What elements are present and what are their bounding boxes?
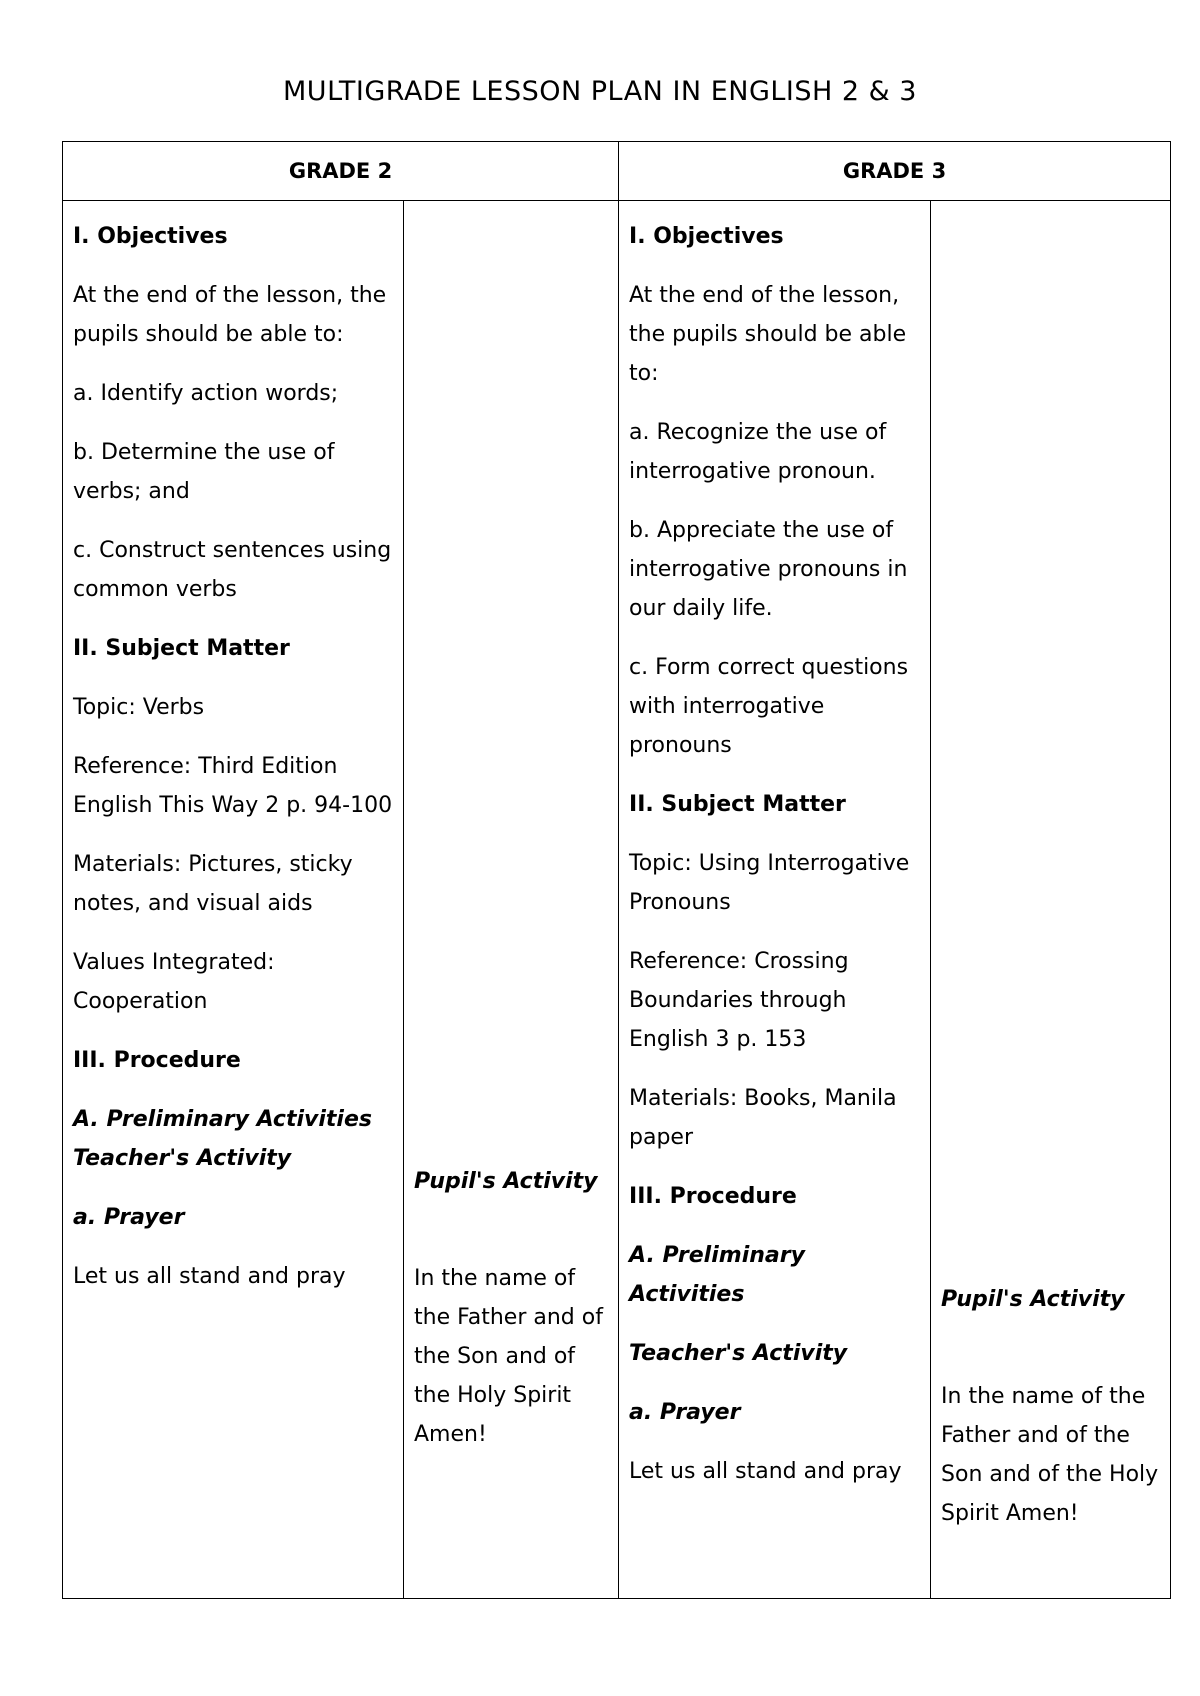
grade2-pupil-column [404, 201, 619, 1599]
grade2-teacher-column [63, 201, 404, 1599]
grade2-teachers-activity: Teacher's Activity [73, 1146, 292, 1171]
grade2-objective-a: a. Identify action words; [73, 381, 339, 406]
grade3-objective-b: b. Appreciate the use of interrogative pronouns in our daily life. [629, 518, 908, 621]
lesson-plan-table [62, 141, 1171, 1599]
grade2-pupils-activity-heading: Pupil's Activity [414, 1169, 598, 1194]
grade2-prayer-response: In the name of the Father and of the Son and of the Holy Spirit Amen! [414, 1266, 603, 1447]
grade3-objective-a: a. Recognize the use of interrogative pronoun. [629, 420, 887, 484]
lesson-body-row [63, 201, 1171, 1599]
grade2-preliminary-heading: A. Preliminary Activities [73, 1107, 372, 1132]
grade3-prayer-text: Let us all stand and pray [629, 1459, 902, 1484]
grade3-header: GRADE 3 [619, 142, 1171, 201]
grade3-pupils-activity-heading: Pupil's Activity [941, 1287, 1125, 1312]
grade3-subject-matter-heading: II. Subject Matter [629, 792, 846, 817]
grade2-materials: Materials: Pictures, sticky notes, and visual aids [73, 852, 353, 916]
grade2-objective-c: c. Construct sentences using common verbs [73, 538, 392, 602]
grade3-materials: Materials: Books, Manila paper [629, 1086, 897, 1150]
grade2-subject-matter-heading: II. Subject Matter [73, 636, 290, 661]
grade3-pupil-column [931, 201, 1171, 1599]
grade3-objective-c: c. Form correct questions with interrogative pronouns [629, 655, 909, 758]
grade-header-row [63, 142, 1171, 201]
grade3-reference: Reference: Crossing Boundaries through English 3 p. 153 [629, 949, 849, 1052]
grade2-procedure-heading: III. Procedure [73, 1048, 241, 1073]
grade3-objectives-heading: I. Objectives [629, 224, 784, 249]
grade3-prayer-response: In the name of the Father and of the Son and of the Holy Spirit Amen! [941, 1384, 1159, 1526]
grade2-prayer-heading: a. Prayer [73, 1205, 185, 1230]
grade3-preliminary-heading: A. Preliminary Activities [629, 1243, 805, 1307]
grade2-reference: Reference: Third Edition English This Way 2 p. 94-100 [73, 754, 393, 818]
grade2-topic: Topic: Verbs [73, 695, 205, 720]
grade3-teachers-activity: Teacher's Activity [629, 1341, 848, 1366]
grade3-objectives-intro: At the end of the lesson, the pupils should be able to: [629, 283, 907, 386]
grade3-prayer-heading: a. Prayer [629, 1400, 741, 1425]
page-title: MULTIGRADE LESSON PLAN IN ENGLISH 2 & 3 [283, 76, 917, 107]
grade2-objective-b: b. Determine the use of verbs; and [73, 440, 335, 504]
grade2-prayer-text: Let us all stand and pray [73, 1264, 346, 1289]
grade2-objectives-intro: At the end of the lesson, the pupils should be able to: [73, 283, 387, 347]
grade2-values: Values Integrated: Cooperation [73, 950, 275, 1014]
grade2-header: GRADE 2 [63, 142, 619, 201]
grade3-teacher-column [619, 201, 931, 1599]
grade3-topic: Topic: Using Interrogative Pronouns [629, 851, 910, 915]
grade2-objectives-heading: I. Objectives [73, 224, 228, 249]
grade3-procedure-heading: III. Procedure [629, 1184, 797, 1209]
